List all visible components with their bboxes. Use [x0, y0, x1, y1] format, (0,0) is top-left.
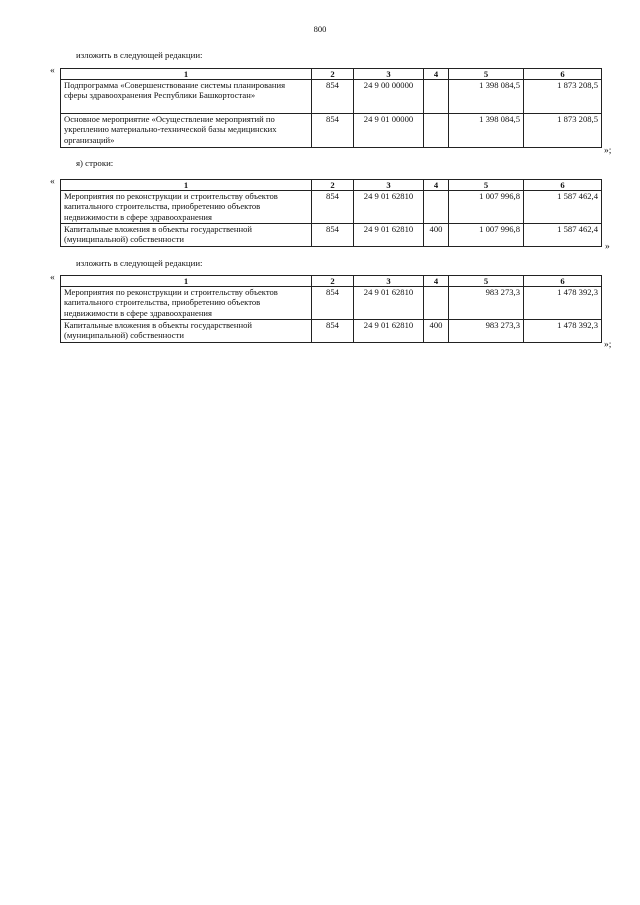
cell-amount-2: 1 478 392,3 [524, 287, 602, 320]
column-header: 4 [424, 180, 449, 191]
cell-amount-2: 1 873 208,5 [524, 114, 602, 148]
column-header: 5 [449, 69, 524, 80]
cell-target-article: 24 9 01 62810 [354, 287, 424, 320]
table-row [61, 80, 602, 114]
close-quote: »; [604, 340, 612, 350]
cell-ministry-code: 854 [312, 80, 354, 114]
cell-amount-1: 983 273,3 [449, 320, 524, 343]
cell-target-article: 24 9 01 62810 [354, 191, 424, 224]
open-quote: « [50, 66, 55, 76]
cell-target-article: 24 9 00 00000 [354, 80, 424, 114]
table-row [61, 191, 602, 224]
cell-amount-1: 1 007 996,8 [449, 191, 524, 224]
cell-ministry-code: 854 [312, 114, 354, 148]
column-header: 1 [61, 276, 312, 287]
cell-expense-type [424, 80, 449, 114]
row-name: Мероприятия по реконструкции и строительству объектов капитального строительства, приобретению объектов недвижимости в сфере здравоохранения [61, 287, 312, 320]
column-header: 5 [449, 276, 524, 287]
table-header-row [61, 180, 602, 191]
cell-target-article: 24 9 01 00000 [354, 114, 424, 148]
column-header: 6 [524, 69, 602, 80]
budget-table [60, 275, 602, 343]
row-name: Основное мероприятие «Осуществление мероприятий по укреплению материально-технической базы медицинских организаций» [61, 114, 312, 148]
column-header: 3 [354, 276, 424, 287]
column-header: 3 [354, 180, 424, 191]
open-quote: « [50, 273, 55, 283]
cell-amount-2: 1 587 462,4 [524, 224, 602, 247]
budget-table [60, 68, 602, 148]
cell-amount-1: 1 007 996,8 [449, 224, 524, 247]
column-header: 4 [424, 276, 449, 287]
column-header: 6 [524, 276, 602, 287]
section-intro: я) строки: [76, 158, 114, 168]
cell-amount-1: 1 398 084,5 [449, 80, 524, 114]
row-name: Капитальные вложения в объекты государственной (муниципальной) собственности [61, 320, 312, 343]
cell-ministry-code: 854 [312, 191, 354, 224]
column-header: 1 [61, 69, 312, 80]
cell-amount-2: 1 873 208,5 [524, 80, 602, 114]
table-row [61, 114, 602, 148]
cell-expense-type [424, 191, 449, 224]
cell-amount-2: 1 587 462,4 [524, 191, 602, 224]
row-name: Мероприятия по реконструкции и строительству объектов капитального строительства, приобретению объектов недвижимости в сфере здравоохранения [61, 191, 312, 224]
column-header: 2 [312, 180, 354, 191]
page-number: 800 [313, 24, 327, 34]
cell-target-article: 24 9 01 62810 [354, 224, 424, 247]
cell-expense-type [424, 114, 449, 148]
cell-amount-1: 1 398 084,5 [449, 114, 524, 148]
column-header: 1 [61, 180, 312, 191]
cell-expense-type: 400 [424, 320, 449, 343]
budget-table [60, 179, 602, 247]
table-row [61, 320, 602, 343]
column-header: 4 [424, 69, 449, 80]
section-intro: изложить в следующей редакции: [76, 50, 203, 60]
cell-ministry-code: 854 [312, 320, 354, 343]
cell-expense-type: 400 [424, 224, 449, 247]
column-header: 6 [524, 180, 602, 191]
cell-target-article: 24 9 01 62810 [354, 320, 424, 343]
column-header: 3 [354, 69, 424, 80]
cell-ministry-code: 854 [312, 224, 354, 247]
cell-amount-2: 1 478 392,3 [524, 320, 602, 343]
close-quote: » [605, 242, 610, 252]
section-intro: изложить в следующей редакции: [76, 258, 203, 268]
cell-expense-type [424, 287, 449, 320]
cell-ministry-code: 854 [312, 287, 354, 320]
close-quote: »; [604, 146, 612, 156]
table-header-row [61, 69, 602, 80]
row-name: Капитальные вложения в объекты государственной (муниципальной) собственности [61, 224, 312, 247]
row-name: Подпрограмма «Совершенствование системы планирования сферы здравоохранения Республики Башкортостан» [61, 80, 312, 114]
cell-amount-1: 983 273,3 [449, 287, 524, 320]
column-header: 2 [312, 276, 354, 287]
column-header: 2 [312, 69, 354, 80]
table-row [61, 224, 602, 247]
table-row [61, 287, 602, 320]
table-header-row [61, 276, 602, 287]
column-header: 5 [449, 180, 524, 191]
open-quote: « [50, 177, 55, 187]
